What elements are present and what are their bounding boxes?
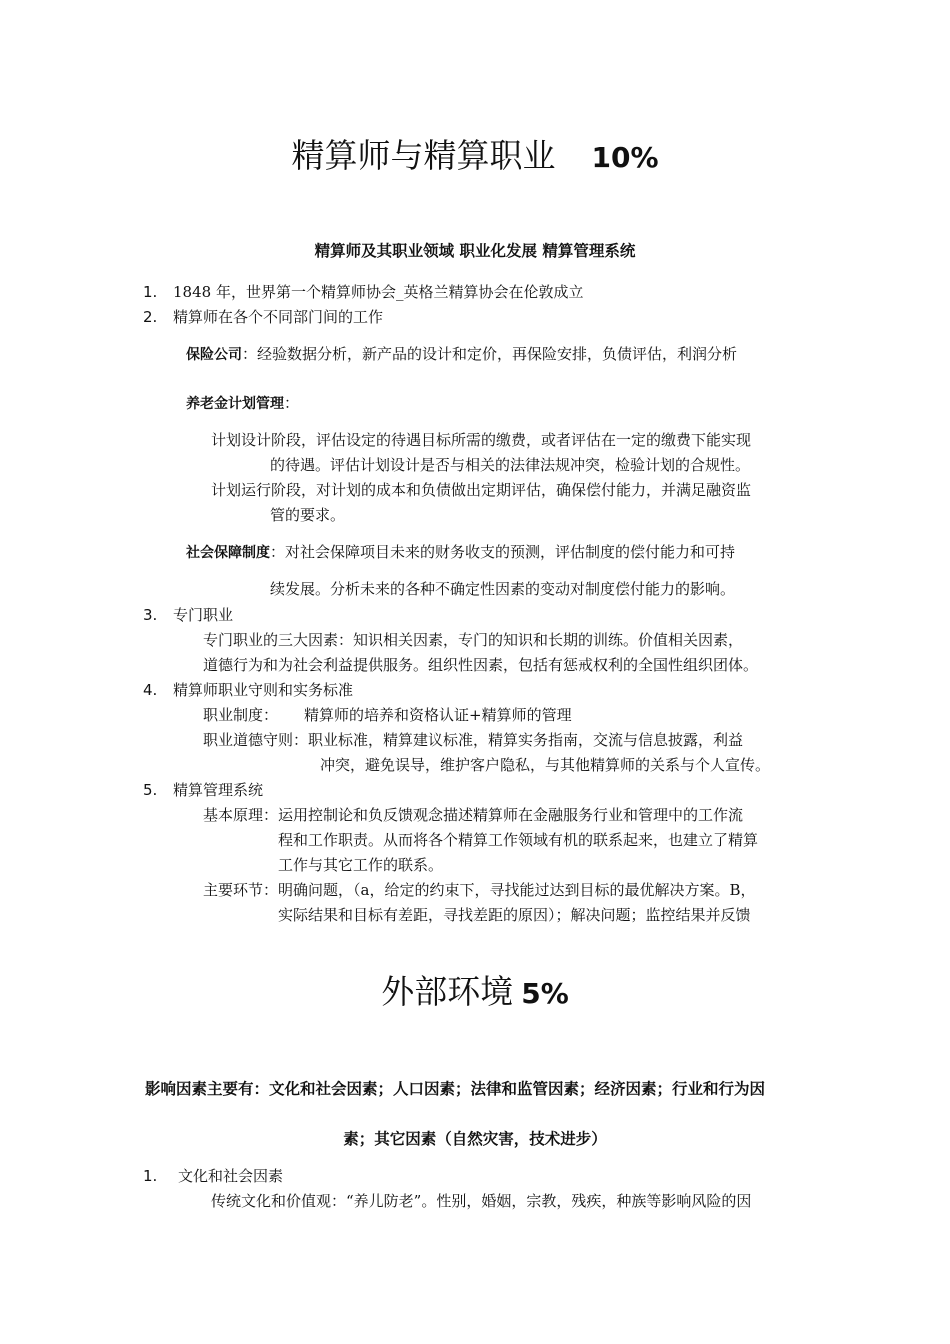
steps-label: 主要环节： [203,881,279,899]
list-number: 4. [143,681,158,699]
factors-line: 影响因素主要有：文化和社会因素；人口因素；法律和监管因素；经济因素；行业和行为因 [145,1080,766,1098]
insurance-text: ：经验数据分析，新产品的设计和定价，再保险安排，负债评估，利润分析 [242,345,738,363]
profession-line: 专门职业的三大因素：知识相关因素，专门的知识和长期的训练。价值相关因素， [203,631,744,649]
list-item-text: 精算师在各个不同部门间的工作 [173,308,384,326]
list-number: 1. [143,1167,158,1185]
culture-line: 传统文化和价值观：“养儿防老”。性别，婚姻，宗教，残疾，种族等影响风险的因 [211,1192,752,1210]
pension-line: 管的要求。 [270,506,346,524]
section2-title: 外部环境 5% [381,972,569,1011]
pension-heading: 养老金计划管理： [186,394,300,412]
list-item-text: 精算管理系统 [173,781,264,799]
pension-label: 养老金计划管理 [186,396,284,412]
insurance-paragraph [186,342,737,368]
professional-system-text: 精算师的培养和资格认证+精算师的管理 [304,706,572,724]
section1-subtitle: 精算师及其职业领域 职业化发展 精算管理系统 [314,242,636,260]
ethics-label: 职业道德守则： [203,731,309,749]
list-item-text: 专门职业 [173,606,234,624]
section2-title-percent: 5% [521,977,569,1010]
pension-line: 计划运行阶段，对计划的成本和负债做出定期评估，确保偿付能力，并满足融资监 [211,481,752,499]
ethics-line: 冲突，避免误导，维护客户隐私，与其他精算师的关系与个人宣传。 [320,756,771,774]
list-item-text: 精算师职业守则和实务标准 [173,681,354,699]
factors-line: 素；其它因素（自然灾害，技术进步） [343,1130,607,1148]
principle-line: 工作与其它工作的联系。 [278,856,444,874]
social-security-label: 社会保障制度 [186,545,270,561]
social-security-line: 续发展。分析未来的各种不确定性因素的变动对制度偿付能力的影响。 [270,580,736,598]
list-number: 1. [143,283,158,301]
list-number: 3. [143,606,158,624]
ethics-paragraph: 职业道德守则：职业标准，精算建议标准，精算实务指南，交流与信息披露，利益 [203,731,744,749]
professional-system-label: 职业制度： [203,706,279,724]
section1-title: 精算师与精算职业 10% [291,136,659,175]
list-item-text: 1848 年，世界第一个精算师协会_英格兰精算协会在伦敦成立 [173,283,584,301]
pension-line: 的待遇。评估计划设计是否与相关的法律法规冲突，检验计划的合规性。 [270,456,751,474]
principle-line: 程和工作职责。从而将各个精算工作领域有机的联系起来，也建立了精算 [278,831,759,849]
list-item-text: 文化和社会因素 [178,1167,284,1185]
pension-line: 计划设计阶段，评估设定的待遇目标所需的缴费，或者评估在一定的缴费下能实现 [211,431,752,449]
list-number: 5. [143,781,158,799]
list-number: 2. [143,308,158,326]
profession-line: 道德行为和为社会利益提供服务。组织性因素，包括有惩戒权利的全国性组织团体。 [203,656,759,674]
principle-paragraph: 基本原理：运用控制论和负反馈观念描述精算师在金融服务行业和管理中的工作流 [203,806,744,824]
insurance-label: 保险公司 [186,347,242,363]
section1-title-percent: 10% [591,141,659,174]
principle-label: 基本原理： [203,806,279,824]
steps-line: 实际结果和目标有差距，寻找差距的原因）；解决问题；监控结果并反馈 [278,906,751,924]
social-security-paragraph: 社会保障制度：对社会保障项目未来的财务收支的预测，评估制度的偿付能力和可持 [186,543,736,561]
steps-paragraph: 主要环节：明确问题，（a，给定的约束下，寻找能过达到目标的最优解决方案。B， [203,881,756,899]
